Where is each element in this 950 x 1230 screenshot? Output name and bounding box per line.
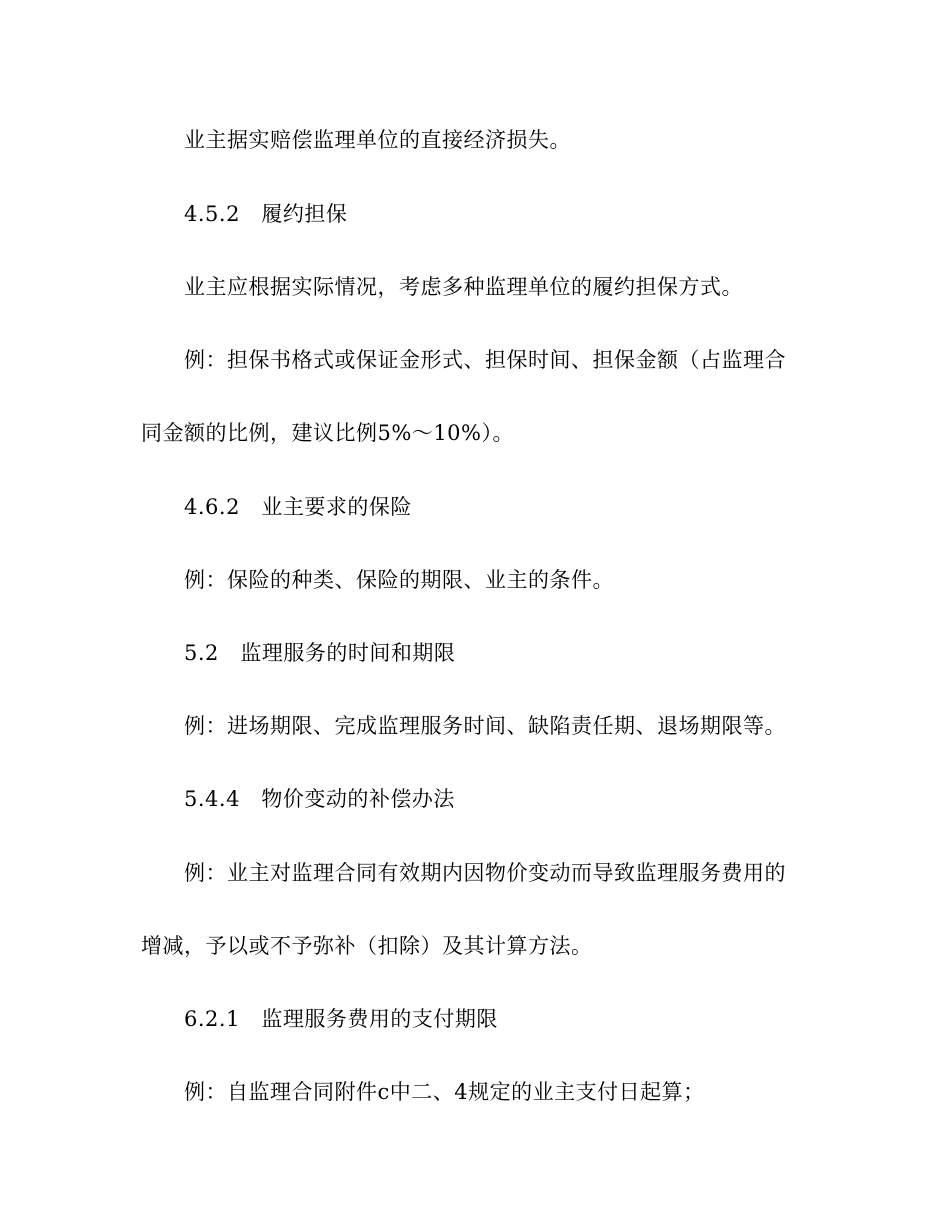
paragraph-line: 例：进场期限、完成监理服务时间、缺陷责任期、退场期限等。 (184, 714, 786, 738)
section-heading-4-5-2: 4.5.2 履约担保 (184, 202, 348, 226)
paragraph-line: 业主据实赔偿监理单位的直接经济损失。 (184, 128, 571, 152)
paragraph-line: 例：担保书格式或保证金形式、担保时间、担保金额（占监理合 (184, 348, 786, 372)
paragraph-line-continuation: 增减，予以或不予弥补（扣除）及其计算方法。 (141, 934, 593, 958)
paragraph-line: 业主应根据实际情况，考虑多种监理单位的履约担保方式。 (184, 275, 743, 299)
paragraph-line-continuation: 同金额的比例，建议比例5%～10%）。 (141, 421, 514, 445)
section-heading-4-6-2: 4.6.2 业主要求的保险 (184, 495, 412, 519)
section-heading-5-2: 5.2 监理服务的时间和期限 (184, 641, 456, 665)
section-heading-5-4-4: 5.4.4 物价变动的补偿办法 (184, 787, 455, 811)
paragraph-line: 例：自监理合同附件c中二、4规定的业主支付日起算； (184, 1080, 705, 1104)
paragraph-line: 例：保险的种类、保险的期限、业主的条件。 (184, 568, 614, 592)
paragraph-line: 例：业主对监理合同有效期内因物价变动而导致监理服务费用的 (184, 861, 786, 885)
section-heading-6-2-1: 6.2.1 监理服务费用的支付期限 (184, 1007, 498, 1031)
